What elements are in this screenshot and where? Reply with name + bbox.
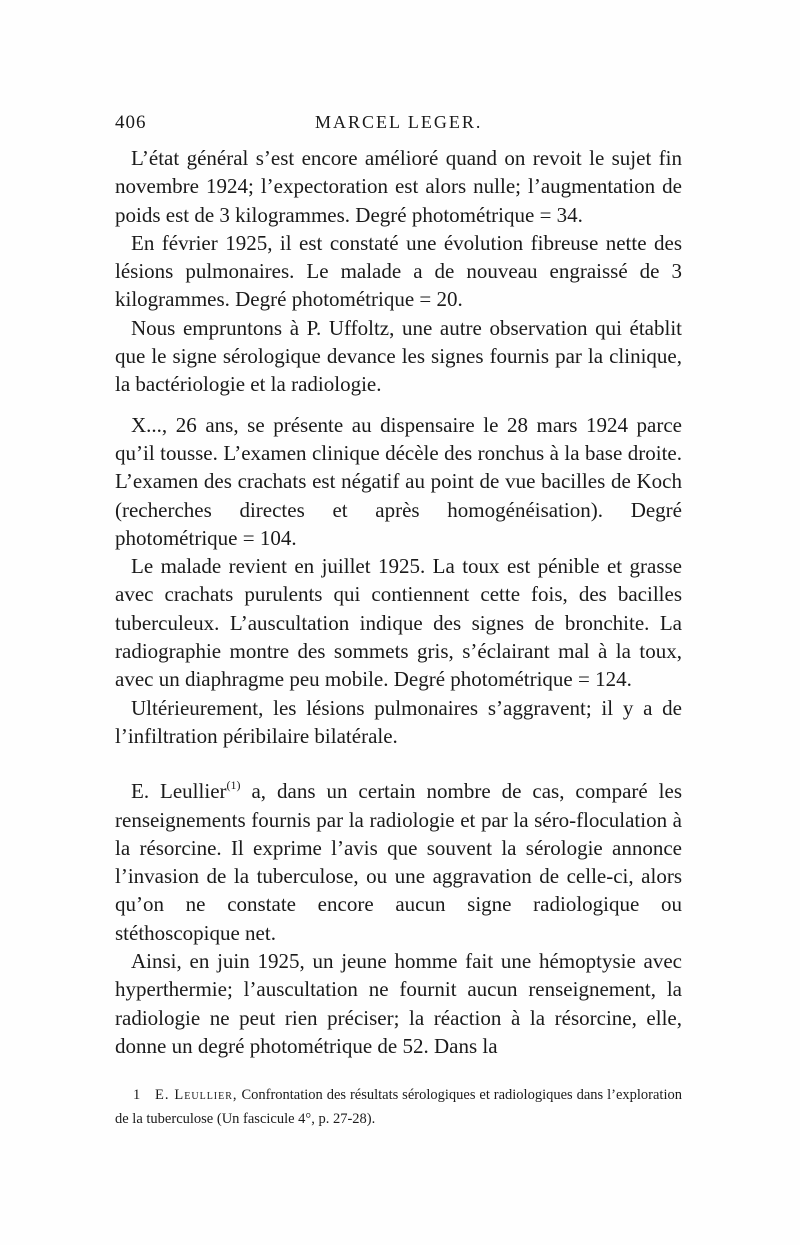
paragraph: Nous empruntons à P. Uffoltz, une autre observation qui établit que le signe sérologique devance les signes fournis par la clinique, la bactériologie et la radiologie.: [115, 315, 682, 397]
paragraph: L’état général s’est encore amélioré quand on revoit le sujet fin novembre 1924; l’expectoration est alors nulle; l’augmentation de poids est de 3 kilogrammes. Degré photométrique = 34.: [115, 146, 682, 227]
footnote-text: Confrontation des résultats sérologiques et radiologiques dans l’exploration de la tuberculose (Un fascicule 4°, p. 27-28).: [115, 1087, 682, 1127]
page-header: [115, 112, 682, 144]
paragraph: Le malade revient en juillet 1925. La toux est pénible et grasse avec crachats purulents qui contiennent cette fois, des bacilles tuberculeux. L’auscultation indique des signes de bronchite. La radiographie montre des sommets gris, s’éclairant mal à la toux, avec un diaphragme peu mobile. Degré photométrique = 124.: [115, 554, 682, 692]
footnote-author: E. Leullier,: [155, 1087, 238, 1103]
paragraph-text: E. Leullier: [131, 779, 227, 804]
footnote-mark: 1: [133, 1087, 141, 1103]
paragraph: Ainsi, en juin 1925, un jeune homme fait une hémoptysie avec hyperthermie; l’auscultation ne fournit aucun renseignement, la radiologie ne peut rien préciser; la réaction à la résorcine, elle, donne un degré photométrique de 52. Dans la: [115, 949, 682, 1058]
paragraph-observation: X..., 26 ans, se présente au dispensaire le 28 mars 1924 parce qu’il tousse. L’examen clinique décèle des ronchus à la base droite. L’examen des crachats est négatif au point de vue bacilles de Koch (recherches directes et après homogénéisation). Degré photométrique = 104.: [115, 412, 682, 550]
footnote-reference: (1): [226, 778, 241, 793]
footnote: [115, 1083, 682, 1131]
page: [115, 112, 682, 1060]
paragraph: En février 1925, il est constaté une évolution fibreuse nette des lésions pulmonaires. Le malade a de nouveau engraissé de 3 kilogrammes. Degré photométrique = 20.: [115, 230, 682, 312]
body-text: [115, 144, 682, 1060]
paragraph-text: a, dans un certain nombre de cas, comparé les renseignements fournis par la radiologie et par la séro-floculation à la résorcine. Il exprime l’avis que souvent la sérologie annonce l’invasion de la tuberculose, ou une aggravation de celle-ci, alors qu’on ne constate encore aucun signe radiologique ou stéthoscopique net.: [115, 779, 683, 945]
paragraph-leullier: [115, 777, 682, 947]
page-number: 406: [115, 112, 147, 133]
running-head: MARCEL LEGER.: [315, 112, 483, 132]
paragraph: Ultérieurement, les lésions pulmonaires s’aggravent; il y a de l’infiltration péribilaire bilatérale.: [115, 695, 682, 748]
